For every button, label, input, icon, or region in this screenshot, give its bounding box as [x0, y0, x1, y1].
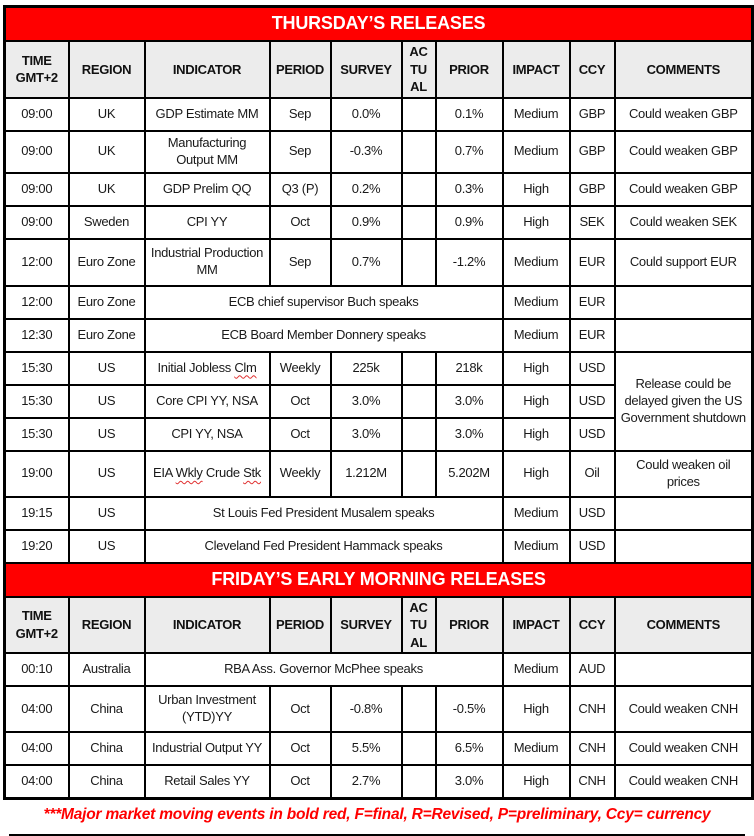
col-header-comments: COMMENTS [615, 597, 753, 654]
table-row [5, 765, 753, 799]
footer-legend: ***Major market moving events in bold red, F=final, R=Revised, P=preliminary, Ccy= currency [9, 806, 745, 836]
comments-cell: Could weaken GBP [615, 173, 753, 206]
misspelled-word: Wkly [175, 465, 203, 481]
table-row-event [5, 653, 753, 686]
comments-cell: Could weaken oil prices [615, 451, 753, 497]
table-row [5, 352, 753, 385]
comments-cell: Could weaken CNH [615, 765, 753, 799]
column-header-row-thursday [5, 41, 753, 98]
time-cell: 15:30 [5, 418, 69, 451]
indicator-text: Initial Jobless [157, 359, 235, 375]
indicator-cell: GDP Prelim QQ [145, 173, 270, 206]
period-cell: Sep [270, 131, 331, 173]
actual-cell [402, 98, 436, 131]
time-cell: 19:15 [5, 497, 69, 530]
comments-cell [615, 319, 753, 352]
region-cell: Euro Zone [69, 319, 145, 352]
actual-cell [402, 385, 436, 418]
ccy-cell: USD [570, 497, 615, 530]
comments-cell [615, 286, 753, 319]
actual-cell [402, 239, 436, 286]
col-header-time: TIME GMT+2 [5, 597, 69, 654]
indicator-cell: CPI YY, NSA [145, 418, 270, 451]
col-header-ccy: CCY [570, 41, 615, 98]
indicator-cell [145, 352, 270, 385]
period-cell: Oct [270, 732, 331, 765]
ccy-cell: USD [570, 352, 615, 385]
column-header-row-friday [5, 597, 753, 654]
indicator-text: EIA [152, 465, 176, 481]
time-cell: 09:00 [5, 173, 69, 206]
table-row-event [5, 286, 753, 319]
comments-cell: Could weaken SEK [615, 206, 753, 239]
event-cell: ECB Board Member Donnery speaks [145, 319, 503, 352]
section-title-thursday: THURSDAY’S RELEASES [5, 7, 753, 42]
time-cell: 09:00 [5, 131, 69, 173]
indicator-cell: CPI YY [145, 206, 270, 239]
table-row [5, 98, 753, 131]
time-cell: 15:30 [5, 385, 69, 418]
prior-cell: 5.202M [436, 451, 503, 497]
prior-cell: 3.0% [436, 385, 503, 418]
ccy-cell: AUD [570, 653, 615, 686]
period-cell: Oct [270, 418, 331, 451]
survey-cell: 3.0% [331, 418, 402, 451]
event-cell: RBA Ass. Governor McPhee speaks [145, 653, 503, 686]
comments-cell: Could weaken CNH [615, 732, 753, 765]
table-row [5, 451, 753, 497]
period-cell: Sep [270, 239, 331, 286]
survey-cell: 1.212M [331, 451, 402, 497]
period-cell: Sep [270, 98, 331, 131]
ccy-cell: CNH [570, 765, 615, 799]
region-cell: China [69, 732, 145, 765]
actual-cell [402, 173, 436, 206]
prior-cell: 3.0% [436, 765, 503, 799]
table-row [5, 206, 753, 239]
ccy-cell: USD [570, 385, 615, 418]
survey-cell: -0.3% [331, 131, 402, 173]
event-cell: Cleveland Fed President Hammack speaks [145, 530, 503, 563]
time-cell: 04:00 [5, 765, 69, 799]
impact-cell: Medium [503, 98, 570, 131]
col-header-period: PERIOD [270, 41, 331, 98]
ccy-cell: GBP [570, 173, 615, 206]
region-cell: US [69, 352, 145, 385]
region-cell: China [69, 686, 145, 732]
ccy-cell: CNH [570, 686, 615, 732]
col-header-comments: COMMENTS [615, 41, 753, 98]
comments-cell-merged: Release could be delayed given the US Government shutdown [615, 352, 753, 451]
time-cell: 04:00 [5, 732, 69, 765]
ccy-cell: EUR [570, 286, 615, 319]
prior-cell: -0.5% [436, 686, 503, 732]
time-cell: 09:00 [5, 206, 69, 239]
region-cell: Sweden [69, 206, 145, 239]
impact-cell: High [503, 765, 570, 799]
time-cell: 19:20 [5, 530, 69, 563]
table-row [5, 239, 753, 286]
region-cell: US [69, 418, 145, 451]
table-row-event [5, 319, 753, 352]
col-header-ccy: CCY [570, 597, 615, 654]
indicator-text: Crude [202, 465, 244, 481]
prior-cell: 0.7% [436, 131, 503, 173]
col-header-actual: ACTUAL [402, 41, 436, 98]
time-cell: 15:30 [5, 352, 69, 385]
impact-cell: Medium [503, 497, 570, 530]
region-cell: Australia [69, 653, 145, 686]
survey-cell: 2.7% [331, 765, 402, 799]
actual-cell [402, 206, 436, 239]
ccy-cell: GBP [570, 131, 615, 173]
period-cell: Oct [270, 206, 331, 239]
comments-cell: Could support EUR [615, 239, 753, 286]
region-cell: Euro Zone [69, 286, 145, 319]
col-header-region: REGION [69, 41, 145, 98]
impact-cell: High [503, 451, 570, 497]
region-cell: China [69, 765, 145, 799]
col-header-indicator: INDICATOR [145, 597, 270, 654]
prior-cell: 3.0% [436, 418, 503, 451]
region-cell: US [69, 530, 145, 563]
comments-cell: Could weaken CNH [615, 686, 753, 732]
prior-cell: 0.9% [436, 206, 503, 239]
ccy-cell: USD [570, 418, 615, 451]
ccy-cell: GBP [570, 98, 615, 131]
table-row [5, 732, 753, 765]
indicator-cell: Manufacturing Output MM [145, 131, 270, 173]
impact-cell: Medium [503, 131, 570, 173]
impact-cell: High [503, 686, 570, 732]
comments-cell [615, 653, 753, 686]
prior-cell: 0.3% [436, 173, 503, 206]
region-cell: Euro Zone [69, 239, 145, 286]
col-header-survey: SURVEY [331, 597, 402, 654]
actual-cell [402, 765, 436, 799]
impact-cell: Medium [503, 319, 570, 352]
survey-cell: 3.0% [331, 385, 402, 418]
table-row-event [5, 530, 753, 563]
time-cell: 12:00 [5, 239, 69, 286]
actual-cell [402, 131, 436, 173]
indicator-cell: GDP Estimate MM [145, 98, 270, 131]
actual-cell [402, 732, 436, 765]
impact-cell: High [503, 352, 570, 385]
region-cell: UK [69, 98, 145, 131]
period-cell: Oct [270, 686, 331, 732]
section-bar-friday [5, 563, 753, 597]
event-cell: St Louis Fed President Musalem speaks [145, 497, 503, 530]
survey-cell: 225k [331, 352, 402, 385]
time-cell: 00:10 [5, 653, 69, 686]
period-cell: Weekly [270, 352, 331, 385]
economic-calendar-table [3, 5, 754, 800]
col-header-time: TIME GMT+2 [5, 41, 69, 98]
survey-cell: 0.0% [331, 98, 402, 131]
region-cell: US [69, 385, 145, 418]
col-header-actual: ACTUAL [402, 597, 436, 654]
comments-cell: Could weaken GBP [615, 98, 753, 131]
table-row [5, 131, 753, 173]
period-cell: Oct [270, 765, 331, 799]
event-cell: ECB chief supervisor Buch speaks [145, 286, 503, 319]
section-bar-thursday [5, 7, 753, 42]
comments-cell [615, 497, 753, 530]
section-title-friday: FRIDAY’S EARLY MORNING RELEASES [5, 563, 753, 597]
misspelled-word: Clm [234, 359, 257, 375]
survey-cell: -0.8% [331, 686, 402, 732]
indicator-cell [145, 451, 270, 497]
time-cell: 12:30 [5, 319, 69, 352]
col-header-prior: PRIOR [436, 41, 503, 98]
time-cell: 19:00 [5, 451, 69, 497]
indicator-cell: Industrial Output YY [145, 732, 270, 765]
prior-cell: -1.2% [436, 239, 503, 286]
actual-cell [402, 451, 436, 497]
ccy-cell: Oil [570, 451, 615, 497]
ccy-cell: SEK [570, 206, 615, 239]
col-header-region: REGION [69, 597, 145, 654]
impact-cell: High [503, 206, 570, 239]
impact-cell: Medium [503, 530, 570, 563]
time-cell: 09:00 [5, 98, 69, 131]
survey-cell: 0.9% [331, 206, 402, 239]
actual-cell [402, 686, 436, 732]
impact-cell: High [503, 418, 570, 451]
actual-cell [402, 418, 436, 451]
col-header-impact: IMPACT [503, 41, 570, 98]
period-cell: Oct [270, 385, 331, 418]
region-cell: UK [69, 131, 145, 173]
survey-cell: 0.2% [331, 173, 402, 206]
col-header-impact: IMPACT [503, 597, 570, 654]
indicator-cell: Core CPI YY, NSA [145, 385, 270, 418]
period-cell: Weekly [270, 451, 331, 497]
indicator-cell: Retail Sales YY [145, 765, 270, 799]
ccy-cell: EUR [570, 319, 615, 352]
actual-cell [402, 352, 436, 385]
col-header-period: PERIOD [270, 597, 331, 654]
impact-cell: Medium [503, 286, 570, 319]
prior-cell: 218k [436, 352, 503, 385]
misspelled-word: Stk [243, 465, 262, 481]
indicator-cell: Industrial Production MM [145, 239, 270, 286]
col-header-indicator: INDICATOR [145, 41, 270, 98]
ccy-cell: EUR [570, 239, 615, 286]
prior-cell: 6.5% [436, 732, 503, 765]
col-header-survey: SURVEY [331, 41, 402, 98]
table-row-event [5, 497, 753, 530]
time-cell: 12:00 [5, 286, 69, 319]
prior-cell: 0.1% [436, 98, 503, 131]
region-cell: UK [69, 173, 145, 206]
table-row [5, 173, 753, 206]
region-cell: US [69, 497, 145, 530]
period-cell: Q3 (P) [270, 173, 331, 206]
impact-cell: Medium [503, 239, 570, 286]
ccy-cell: CNH [570, 732, 615, 765]
comments-cell [615, 530, 753, 563]
comments-cell: Could weaken GBP [615, 131, 753, 173]
survey-cell: 0.7% [331, 239, 402, 286]
ccy-cell: USD [570, 530, 615, 563]
impact-cell: High [503, 173, 570, 206]
impact-cell: Medium [503, 653, 570, 686]
table-row [5, 686, 753, 732]
indicator-cell: Urban Investment (YTD)YY [145, 686, 270, 732]
impact-cell: High [503, 385, 570, 418]
col-header-prior: PRIOR [436, 597, 503, 654]
survey-cell: 5.5% [331, 732, 402, 765]
region-cell: US [69, 451, 145, 497]
impact-cell: Medium [503, 732, 570, 765]
time-cell: 04:00 [5, 686, 69, 732]
